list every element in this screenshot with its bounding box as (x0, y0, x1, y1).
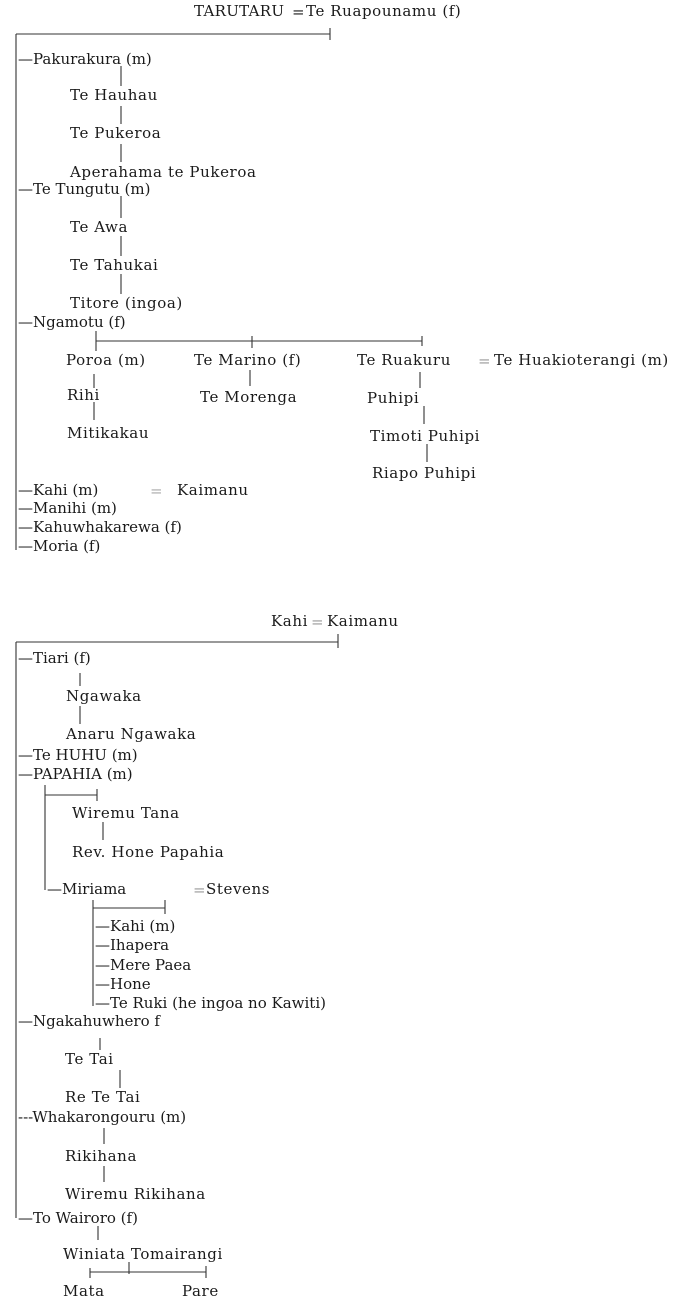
person-riapo-puhipi: Riapo Puhipi (372, 464, 477, 482)
person-te-tahukai: Te Tahukai (70, 256, 159, 274)
person-te-awa: Te Awa (70, 218, 129, 236)
child-to-wairoro: —To Wairoro (f) (18, 1209, 138, 1227)
person-kaimanu: Kaimanu (177, 481, 249, 499)
child-ngamotu: —Ngamotu (f) (18, 313, 126, 331)
child-moria: —Moria (f) (18, 537, 101, 555)
grandchild-kahi: —Kahi (m) (95, 917, 176, 935)
grandchild-mere-paea: —Mere Paea (95, 956, 192, 974)
person-rev-hone-papahia: Rev. Hone Papahia (72, 843, 225, 861)
marriage-sign-ruakuru: = (478, 352, 492, 370)
person-puhipi: Puhipi (367, 389, 420, 407)
child-te-tungutu: —Te Tungutu (m) (18, 180, 151, 198)
person-wiremu-rikihana: Wiremu Rikihana (65, 1185, 206, 1203)
child-pakurakura: —Pakurakura (m) (18, 50, 152, 68)
tree2-father-name: Kahi (271, 612, 309, 630)
marriage-sign-miriama: = (193, 881, 207, 899)
person-te-pukeroa: Te Pukeroa (70, 124, 162, 142)
person-winiata-tomairangi: Winiata Tomairangi (63, 1245, 223, 1263)
person-te-ruakuru: Te Ruakuru (357, 351, 451, 369)
person-titore: Titore (ingoa) (70, 294, 183, 312)
child-kahuwhakarewa: —Kahuwhakarewa (f) (18, 518, 182, 536)
person-anaru-ngawaka: Anaru Ngawaka (66, 725, 197, 743)
tree1-marriage-sign: = (292, 3, 306, 21)
person-te-marino: Te Marino (f) (194, 351, 302, 369)
grandchild-ihapera: —Ihapera (95, 936, 170, 954)
child-tiari: —Tiari (f) (18, 649, 91, 667)
person-te-morenga: Te Morenga (200, 388, 298, 406)
person-rikihana: Rikihana (65, 1147, 137, 1165)
person-rihi: Rihi (67, 386, 100, 404)
person-te-huakioterangi: Te Huakioterangi (m) (494, 351, 669, 369)
person-mata: Mata (63, 1282, 105, 1300)
child-miriama: —Miriama (47, 880, 127, 898)
person-wiremu-tana: Wiremu Tana (72, 804, 180, 822)
child-whakarongouru: ---Whakarongouru (m) (18, 1108, 187, 1126)
child-manihi: —Manihi (m) (18, 499, 117, 517)
person-re-te-tai: Re Te Tai (65, 1088, 141, 1106)
grandchild-hone: —Hone (95, 975, 151, 993)
tree2-marriage-sign: = (311, 613, 325, 631)
person-stevens: Stevens (206, 880, 271, 898)
person-timoti-puhipi: Timoti Puhipi (370, 427, 481, 445)
tree1-father-name: TARUTARU (194, 2, 285, 20)
marriage-sign-kahi: = (150, 482, 164, 500)
grandchild-te-ruki: —Te Ruki (he ingoa no Kawiti) (95, 994, 326, 1012)
child-papahia: —PAPAHIA (m) (18, 765, 133, 783)
tree2-mother-name: Kaimanu (327, 612, 399, 630)
person-te-hauhau: Te Hauhau (70, 86, 158, 104)
person-te-tai: Te Tai (65, 1050, 114, 1068)
tree1-mother-name: Te Ruapounamu (f) (306, 2, 462, 20)
person-ngawaka: Ngawaka (66, 687, 142, 705)
child-kahi: —Kahi (m) (18, 481, 99, 499)
child-ngakahuwhero: —Ngakahuwhero f (18, 1012, 160, 1030)
person-mitikakau: Mitikakau (67, 424, 150, 442)
child-te-huhu: —Te HUHU (m) (18, 746, 138, 764)
person-poroa: Poroa (m) (66, 351, 146, 369)
person-aperahama: Aperahama te Pukeroa (70, 163, 257, 181)
person-pare: Pare (182, 1282, 219, 1300)
